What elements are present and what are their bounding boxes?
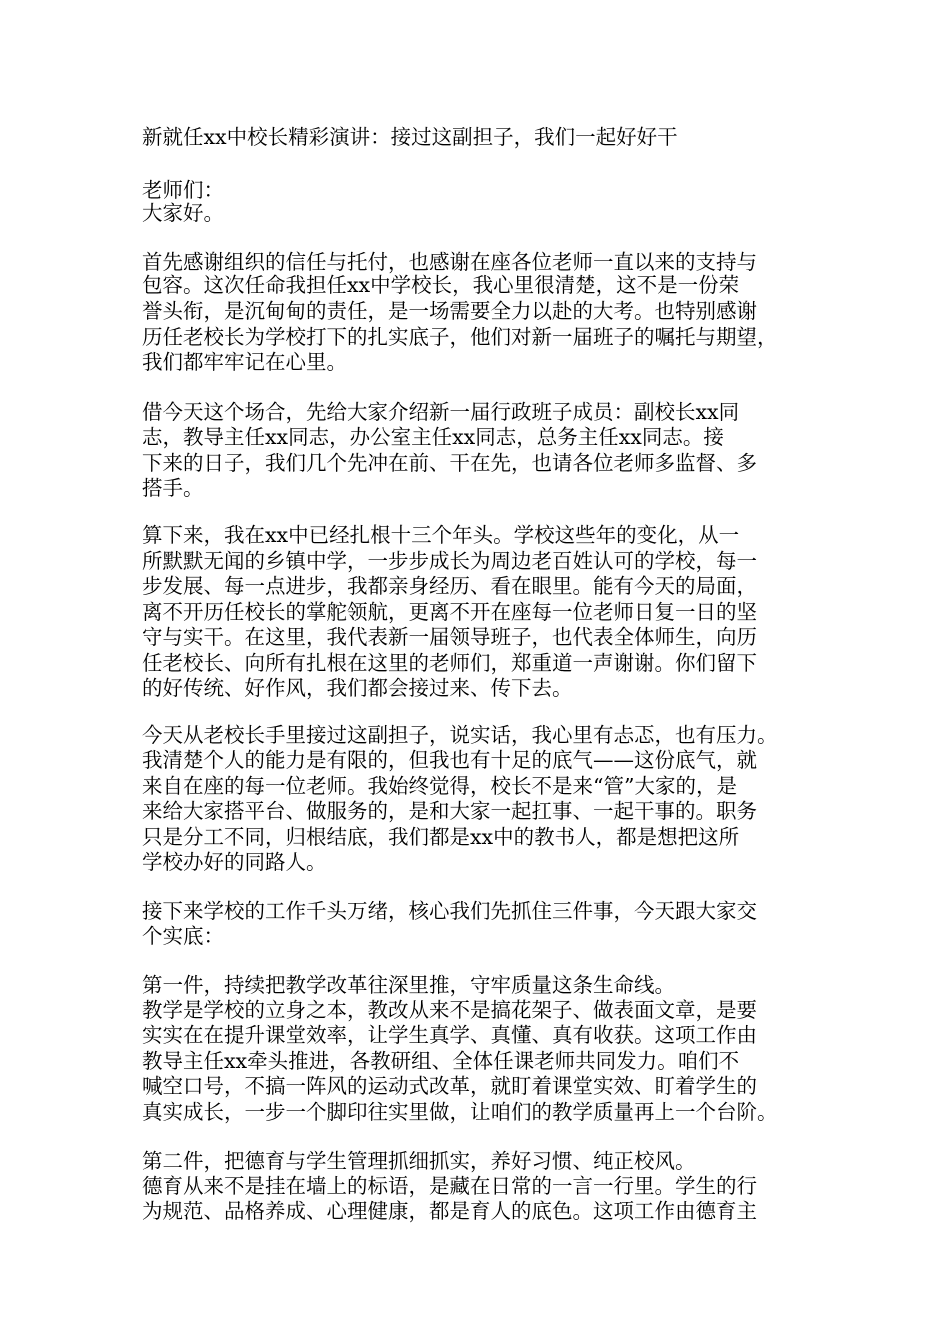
text-line: 只是分工不同，归根结底，我们都是xx中的教书人，都是想把这所 — [142, 825, 740, 849]
text-line: 守与实干。在这里，我代表新一届领导班子，也代表全体师生，向历 — [142, 625, 757, 649]
text-line: 所默默无闻的乡镇中学，一步步成长为周边老百姓认可的学校，每一 — [142, 549, 757, 573]
text-line: 下来的日子，我们几个先冲在前、干在先，也请各位老师多监督、多 — [142, 451, 757, 475]
document-title: 新就任xx中校长精彩演讲：接过这副担子，我们一起好好干 — [142, 125, 678, 149]
text-line: 志，教导主任xx同志，办公室主任xx同志，总务主任xx同志。接 — [142, 425, 724, 449]
text-line: 我清楚个人的能力是有限的，但我也有十足的底气——这份底气，就 — [142, 748, 757, 772]
text-line: 第二件，把德育与学生管理抓细抓实，养好习惯、纯正校风。 — [142, 1149, 696, 1173]
text-line: 实实在在提升课堂效率，让学生真学、真懂、真有收获。这项工作由 — [142, 1023, 757, 1047]
text-line: 的好传统、好作风，我们都会接过来、传下去。 — [142, 676, 573, 700]
text-line: 教导主任xx牵头推进，各教研组、全体任课老师共同发力。咱们不 — [142, 1049, 740, 1073]
text-line: 教学是学校的立身之本，教改从来不是搞花架子、做表面文章，是要 — [142, 998, 757, 1022]
text-line: 来给大家搭平台、做服务的，是和大家一起扛事、一起干事的。职务 — [142, 799, 757, 823]
text-line: 真实成长，一步一个脚印往实里做，让咱们的教学质量再上一个台阶。 — [142, 1100, 778, 1124]
text-line: 首先感谢组织的信任与托付，也感谢在座各位老师一直以来的支持与 — [142, 250, 757, 274]
text-line: 喊空口号，不搞一阵风的运动式改革，就盯着课堂实效、盯着学生的 — [142, 1074, 757, 1098]
text-line: 搭手。 — [142, 476, 204, 500]
text-line: 离不开历任校长的掌舵领航，更离不开在座每一位老师日复一日的坚 — [142, 600, 757, 624]
text-line: 包容。这次任命我担任xx中学校长，我心里很清楚，这不是一份荣 — [142, 273, 740, 297]
text-line: 老师们： — [142, 178, 224, 202]
text-line: 算下来，我在xx中已经扎根十三个年头。学校这些年的变化，从一 — [142, 523, 740, 547]
text-line: 为规范、品格养成、心理健康，都是育人的底色。这项工作由德育主 — [142, 1199, 757, 1223]
text-line: 借今天这个场合，先给大家介绍新一届行政班子成员：副校长xx同 — [142, 400, 740, 424]
text-line: 第一件，持续把教学改革往深里推，守牢质量这条生命线。 — [142, 973, 675, 997]
text-line: 步发展、每一点进步，我都亲身经历、看在眼里。能有今天的局面， — [142, 574, 757, 598]
text-line: 学校办好的同路人。 — [142, 850, 327, 874]
text-line: 个实底： — [142, 924, 224, 948]
text-line: 我们都牢牢记在心里。 — [142, 350, 347, 374]
text-line: 接下来学校的工作千头万绪，核心我们先抓住三件事，今天跟大家交 — [142, 899, 757, 923]
text-line: 任老校长、向所有扎根在这里的老师们，郑重道一声谢谢。你们留下 — [142, 651, 757, 675]
text-line: 今天从老校长手里接过这副担子，说实话，我心里有忐忑，也有压力。 — [142, 723, 778, 747]
text-line: 德育从来不是挂在墙上的标语，是藏在日常的一言一行里。学生的行 — [142, 1174, 757, 1198]
text-line: 来自在座的每一位老师。我始终觉得，校长不是来“管”大家的，是 — [142, 774, 737, 798]
text-line: 大家好。 — [142, 201, 224, 225]
text-line: 誉头衔，是沉甸甸的责任，是一场需要全力以赴的大考。也特别感谢 — [142, 299, 757, 323]
text-line: 历任老校长为学校打下的扎实底子，他们对新一届班子的嘱托与期望， — [142, 325, 778, 349]
